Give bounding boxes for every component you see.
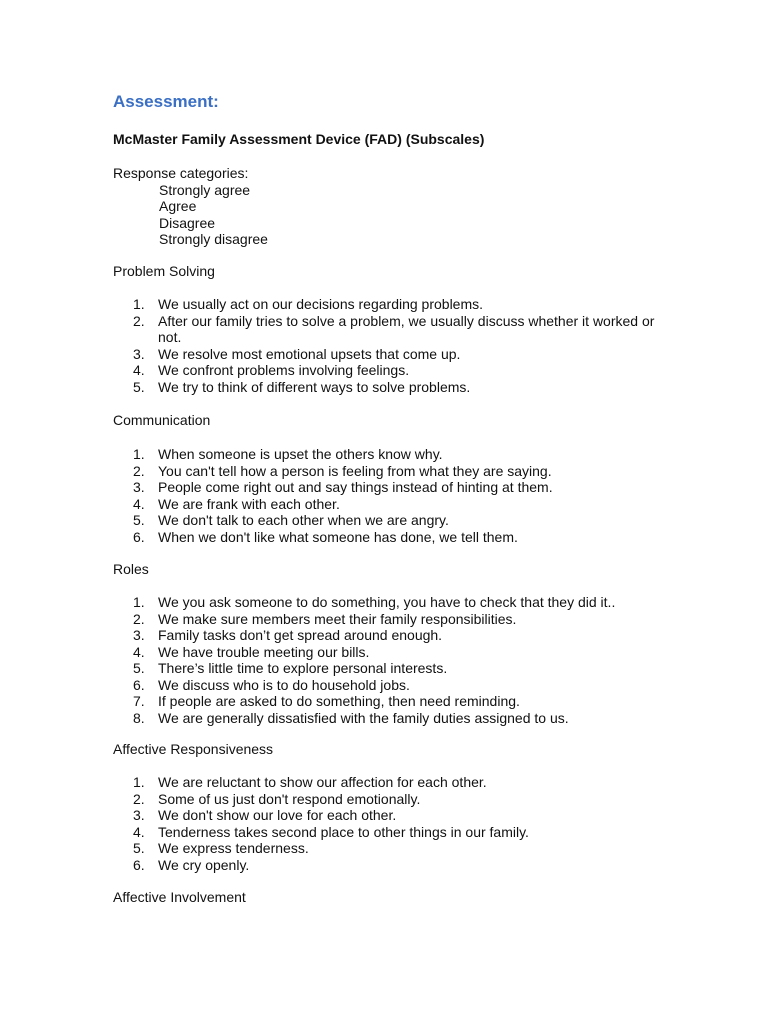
item-number: 3. [133,807,145,823]
response-option: Strongly agree [159,181,251,198]
item-number: 2. [133,312,145,329]
response-categories [113,165,268,248]
list-item [113,529,673,546]
list-item [113,660,673,677]
item-number: 1. [133,446,145,462]
assessment-heading: Assessment: [113,92,219,111]
item-text: We have trouble meeting our bills. [158,643,370,660]
list-item [113,693,673,710]
item-text: You can't tell how a person is feeling from what they are saying. [158,462,552,479]
item-number: 4. [133,495,145,512]
list-item [113,296,673,313]
item-text: We are generally dissatisfied with the family duties assigned to us. [158,709,569,726]
item-number: 3. [133,627,145,643]
section-heading-affective-involvement: Affective Involvement [113,889,246,905]
list-item [113,791,673,808]
item-number: 5. [133,512,145,528]
list-item [113,512,673,529]
item-text: We discuss who is to do household jobs. [158,676,410,693]
item-text: When someone is upset the others know why. [158,446,443,462]
item-text: If people are asked to do something, then need reminding. [158,693,520,709]
response-option: Strongly disagree [159,231,268,247]
list-item [113,594,673,611]
roles-list [113,594,673,726]
item-text: We usually act on our decisions regarding problems. [158,296,484,312]
item-text: There’s little time to explore personal interests. [158,660,448,676]
list-item [113,627,673,644]
item-number: 5. [133,840,145,856]
list-item [113,379,673,396]
item-text: We confront problems involving feelings. [158,362,410,378]
item-text: We don't talk to each other when we are angry. [158,512,449,528]
list-item [113,824,673,841]
list-item [113,710,673,727]
problem-solving-list [113,296,673,395]
item-text: We make sure members meet their family responsibilities. [158,610,517,627]
section-heading-communication: Communication [113,412,211,428]
list-item [113,840,673,857]
item-number: 4. [133,823,145,840]
list-item [113,362,673,379]
item-number: 8. [133,709,145,726]
item-number: 2. [133,610,145,627]
item-number: 5. [133,660,145,676]
list-item [113,479,673,496]
response-categories-label: Response categories: [113,165,249,181]
document-title: McMaster Family Assessment Device (FAD) (Subscales) [113,131,485,147]
item-text: We resolve most emotional upsets that come up. [158,345,461,362]
item-text: People come right out and say things instead of hinting at them. [158,479,553,495]
item-text: We are reluctant to show our affection for each other. [158,774,487,790]
list-item [113,807,673,824]
item-text: We don't show our love for each other. [158,807,397,823]
communication-list [113,446,673,545]
item-number: 2. [133,790,145,807]
item-text: We are frank with each other. [158,495,340,512]
response-options-list [113,182,268,248]
item-number: 6. [133,528,145,545]
item-number: 6. [133,856,145,873]
item-text: We express tenderness. [158,840,309,856]
item-text: After our family tries to solve a problem, we usually discuss whether it worked or not. [158,312,655,345]
section-heading-affective-responsiveness: Affective Responsiveness [113,741,274,757]
section-heading-roles: Roles [113,561,149,577]
list-item [113,611,673,628]
list-item [113,463,673,480]
item-text: Some of us just don't respond emotionally. [158,790,421,807]
item-number: 4. [133,362,145,378]
item-number: 1. [133,774,145,790]
list-item [113,496,673,513]
item-number: 6. [133,676,145,693]
item-text: When we don't like what someone has done, we tell them. [158,528,518,545]
item-text: We try to think of different ways to solve problems. [158,378,471,395]
section-heading-problem-solving: Problem Solving [113,263,215,279]
item-number: 7. [133,693,145,709]
item-text: Family tasks don’t get spread around enough. [158,627,443,643]
item-number: 5. [133,378,145,395]
list-item [113,313,673,346]
item-number: 1. [133,296,145,312]
item-number: 4. [133,643,145,660]
list-item [113,446,673,463]
item-number: 3. [133,479,145,495]
item-text: Tenderness takes second place to other things in our family. [158,823,529,840]
item-text: We you ask someone to do something, you have to check that they did it.. [158,594,616,610]
item-number: 2. [133,462,145,479]
list-item [113,346,673,363]
list-item [113,644,673,661]
item-number: 3. [133,345,145,362]
list-item [113,677,673,694]
response-option: Agree [159,198,197,214]
affective-responsiveness-list [113,774,673,873]
item-number: 1. [133,594,145,610]
list-item [113,857,673,874]
item-text: We cry openly. [158,856,250,873]
list-item [113,774,673,791]
response-option: Disagree [159,214,216,231]
